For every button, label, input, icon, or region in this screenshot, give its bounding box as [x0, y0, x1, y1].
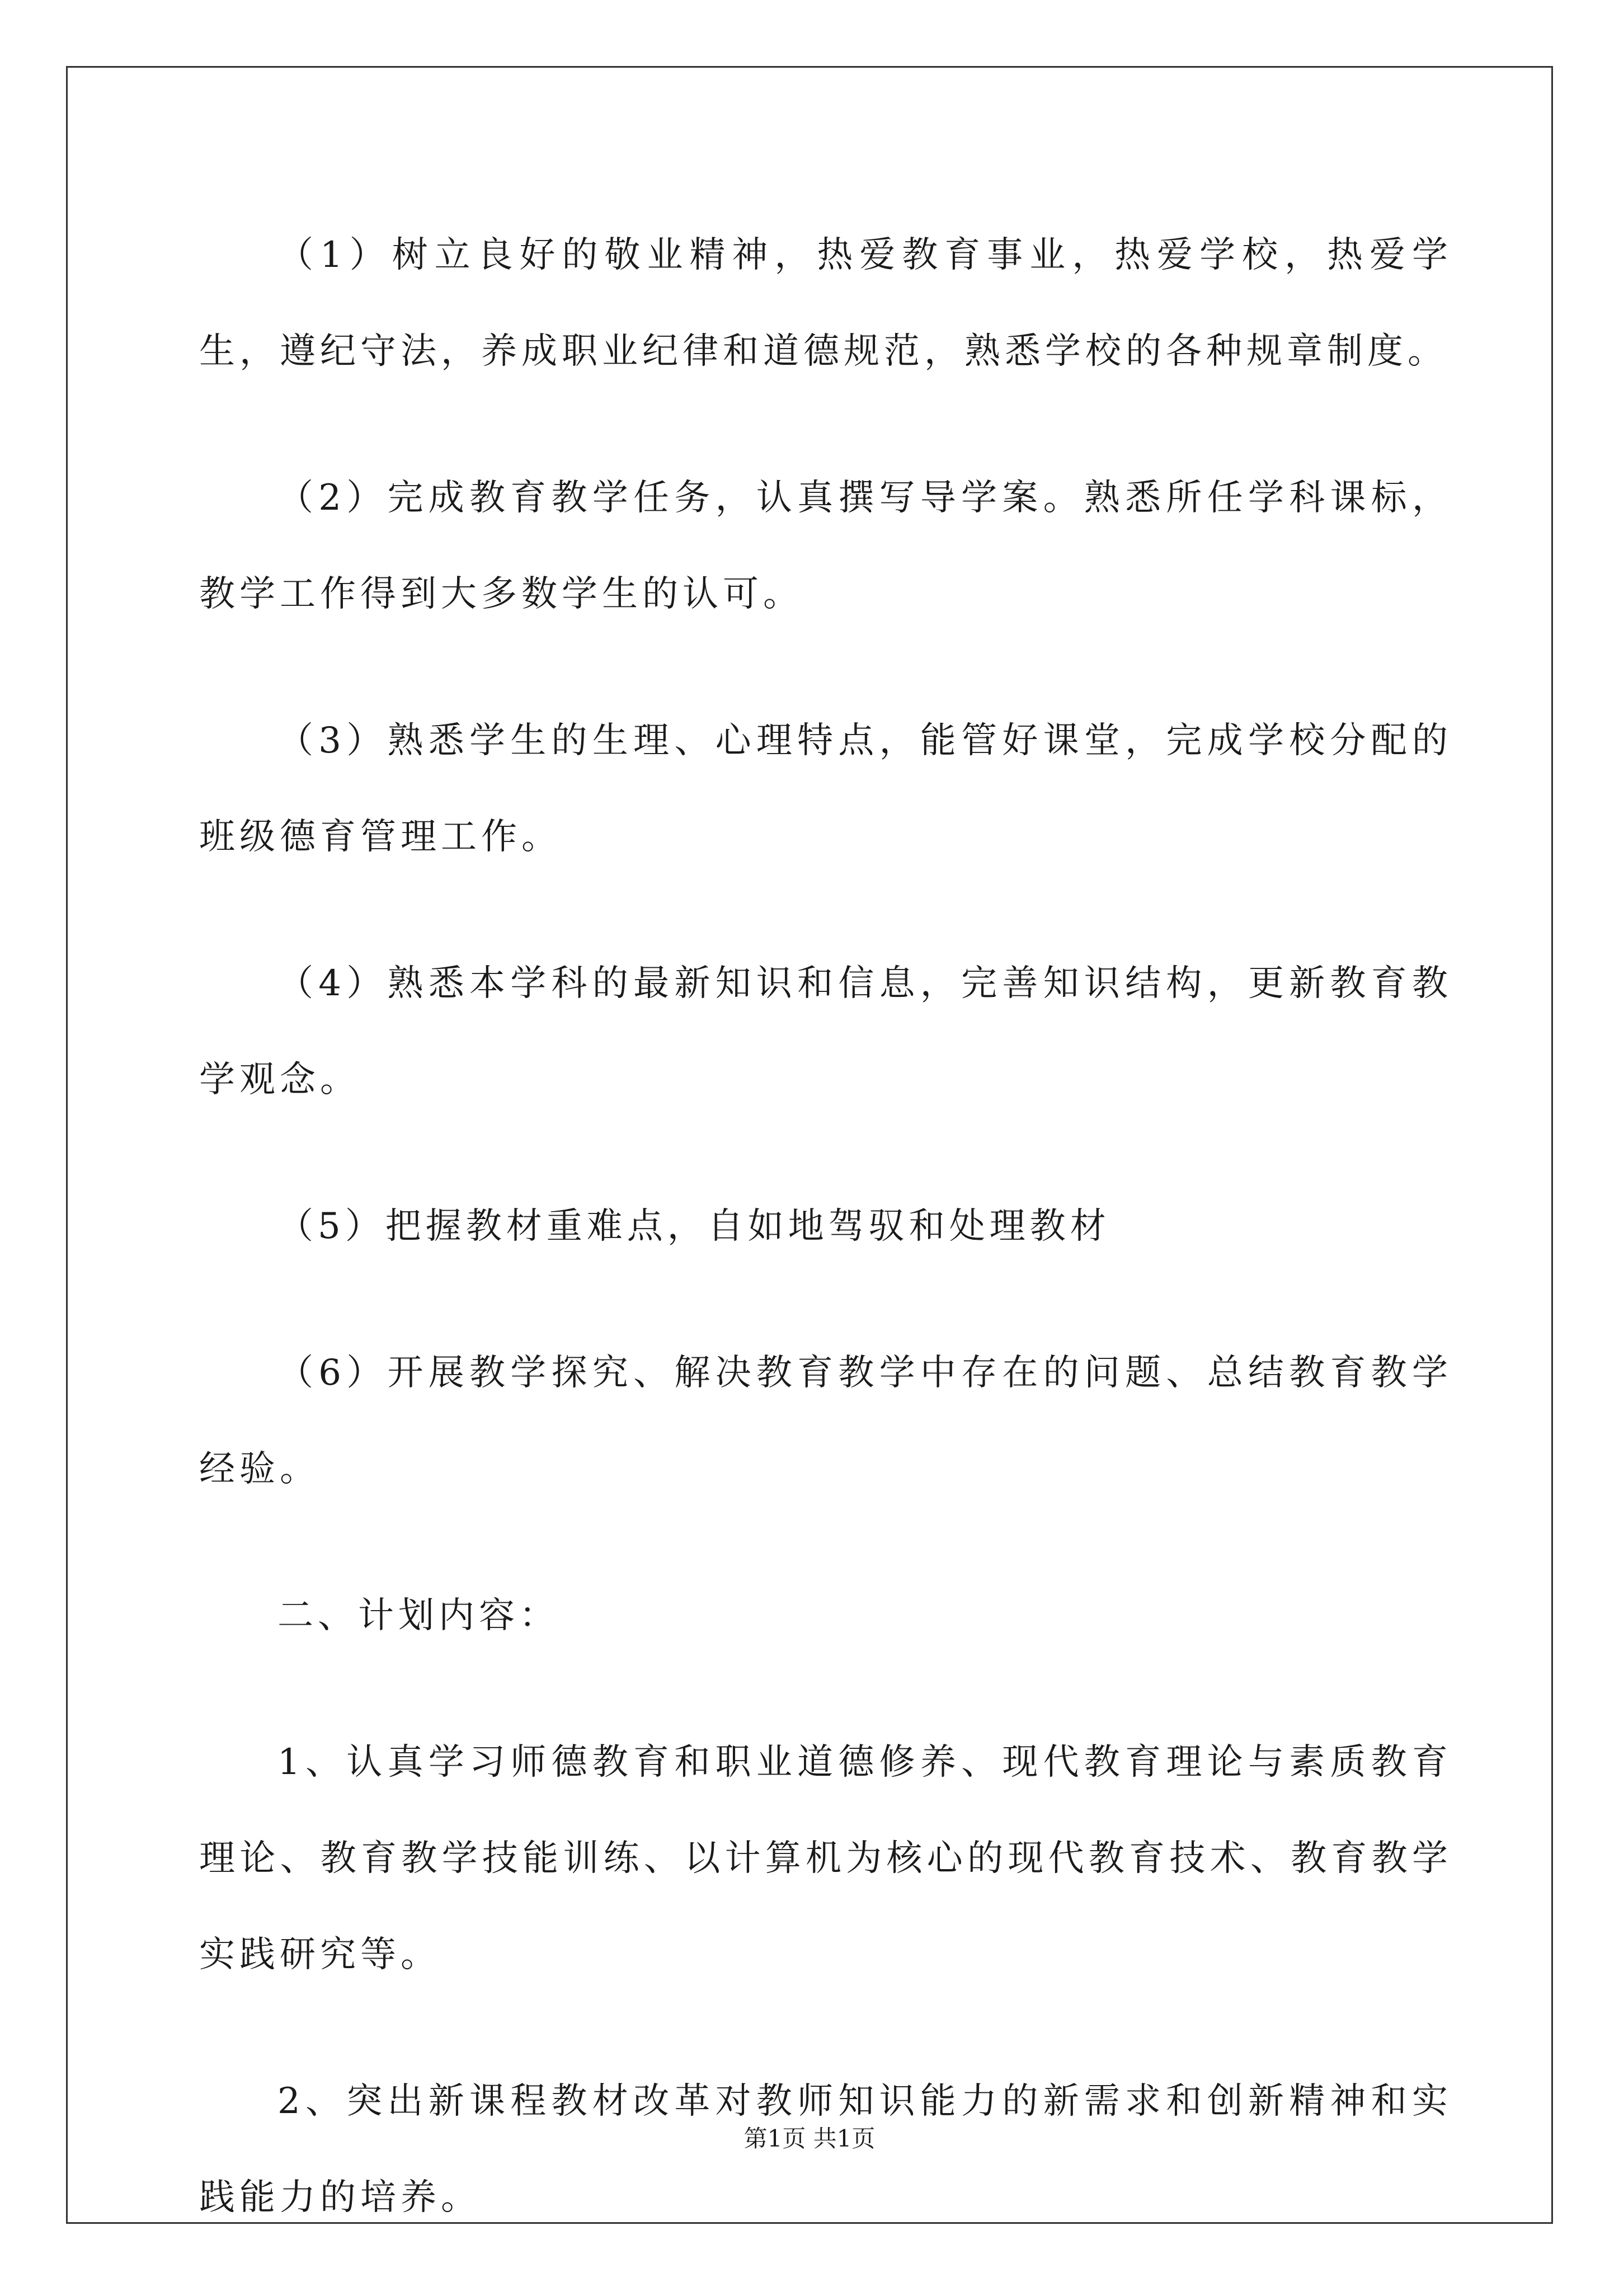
paragraph-item-3: （3）熟悉学生的生理、心理特点，能管好课堂，完成学校分配的班级德育管理工作。: [199, 720, 1452, 858]
paragraph-item-2: （2）完成教育教学任务，认真撰写导学案。熟悉所任学科课标，教学工作得到大多数学生的认可。: [199, 477, 1452, 615]
document-body: [199, 207, 1452, 2296]
paragraph-item-4: （4）熟悉本学科的最新知识和信息，完善知识结构，更新教育教学观念。: [199, 963, 1452, 1100]
section-heading: 二、计划内容：: [277, 1595, 559, 1636]
plan-item-1: 1、认真学习师德教育和职业道德修养、现代教育理论与素质教育理论、教育教学技能训练、以计算机为核心的现代教育技术、教育教学实践研究等。: [199, 1742, 1452, 1975]
paragraph-item-5: （5）把握教材重难点，自如地驾驭和处理教材: [277, 1206, 1110, 1247]
paragraph-item-1: （1）树立良好的敬业精神，热爱教育事业，热爱学校，热爱学生，遵纪守法，养成职业纪律和道德规范，熟悉学校的各种规章制度。: [199, 234, 1452, 372]
paragraph-item-6: （6）开展教学探究、解决教育教学中存在的问题、总结教育教学经验。: [199, 1352, 1452, 1490]
plan-item-2: 2、突出新课程教材改革对教师知识能力的新需求和创新精神和实践能力的培养。: [199, 2081, 1452, 2218]
page-footer: 第1页 共1页: [743, 2125, 876, 2152]
